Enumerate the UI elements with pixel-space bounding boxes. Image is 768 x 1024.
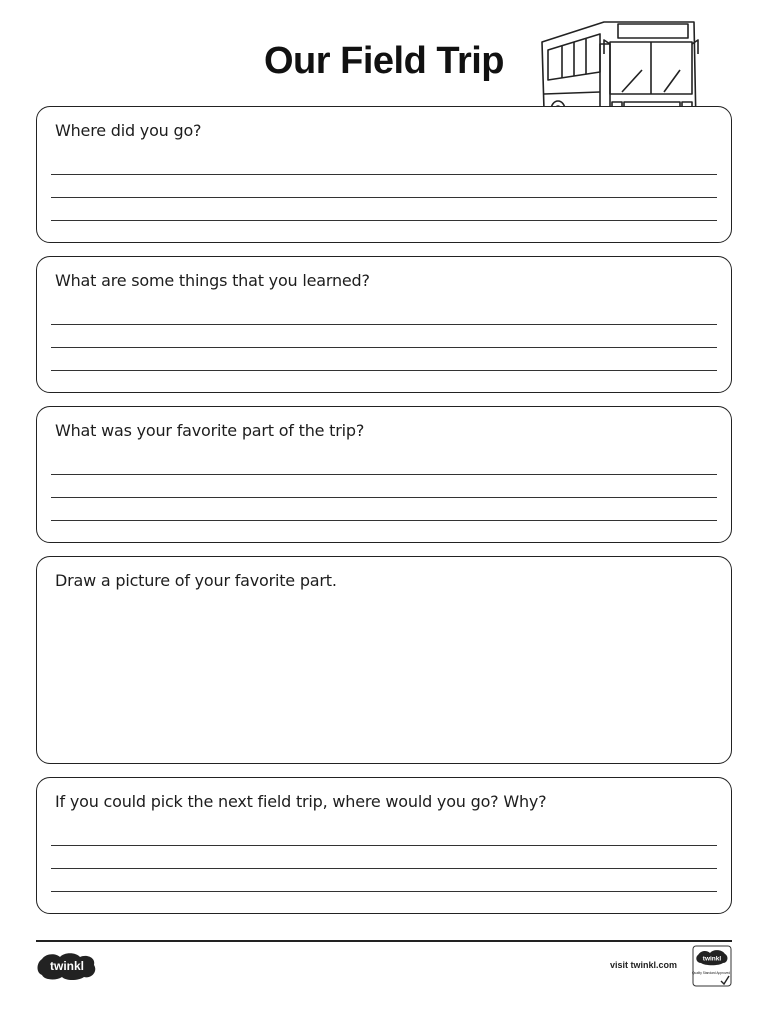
page-title: Our Field Trip — [264, 40, 505, 82]
drawing-box[interactable] — [36, 556, 732, 764]
badge-caption: Quality Standard Approved — [692, 971, 731, 975]
writing-line[interactable] — [51, 891, 717, 892]
question-box-learned — [36, 256, 732, 393]
badge-brand: twinkl — [702, 955, 722, 963]
logo-text: twinkl — [49, 959, 85, 973]
question-box-favorite — [36, 406, 732, 543]
writing-line[interactable] — [51, 370, 717, 371]
question-box-next-trip — [36, 777, 732, 914]
visit-link[interactable]: visit twinkl.com — [610, 960, 678, 970]
question-label: Draw a picture of your favorite part. — [55, 571, 337, 590]
quality-badge-icon — [692, 945, 732, 987]
question-box-where — [36, 106, 732, 243]
writing-line[interactable] — [51, 197, 717, 198]
writing-line[interactable] — [51, 220, 717, 221]
twinkl-logo — [36, 951, 98, 981]
footer-divider — [36, 940, 732, 942]
question-label: What was your favorite part of the trip? — [55, 421, 365, 440]
writing-line[interactable] — [51, 324, 717, 325]
writing-line[interactable] — [51, 868, 717, 869]
question-label: Where did you go? — [55, 121, 202, 140]
writing-line[interactable] — [51, 474, 717, 475]
writing-line[interactable] — [51, 497, 717, 498]
writing-line[interactable] — [51, 845, 717, 846]
question-label: If you could pick the next field trip, where would you go? Why? — [55, 792, 547, 811]
writing-line[interactable] — [51, 174, 717, 175]
question-label: What are some things that you learned? — [55, 271, 370, 290]
writing-line[interactable] — [51, 520, 717, 521]
writing-line[interactable] — [51, 347, 717, 348]
